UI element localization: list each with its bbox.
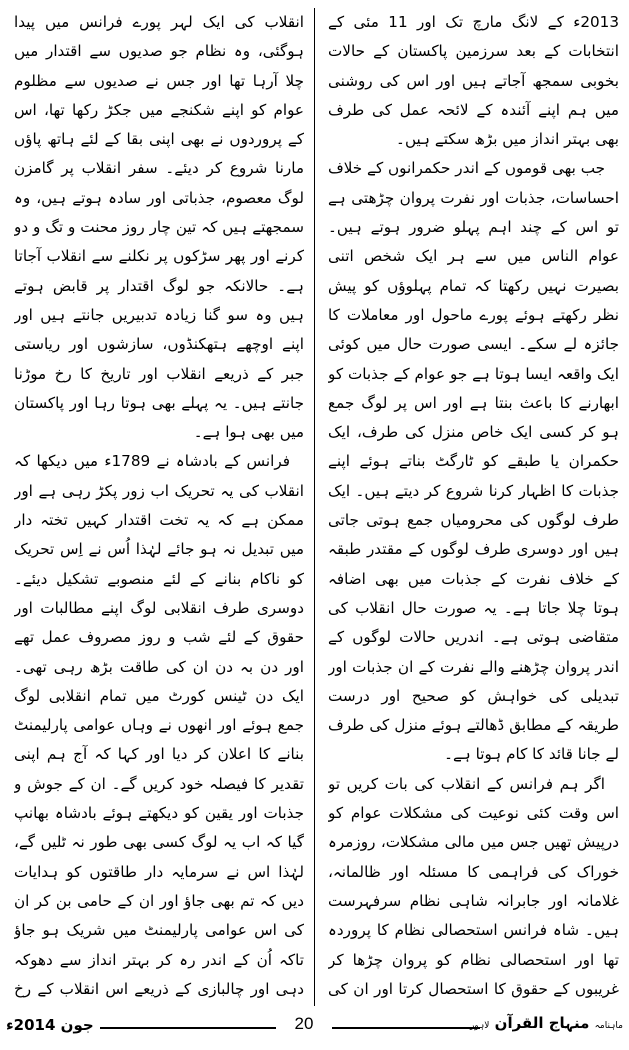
magazine-city: لاہور	[470, 1021, 490, 1031]
page-number: 20	[294, 1014, 314, 1033]
footer-rule-left	[100, 1027, 276, 1029]
footer-rule-right	[332, 1027, 480, 1029]
paragraph: انقلاب کی ایک لہر پورے فرانس میں پیدا ہوگئی، وہ نظام جو صدیوں سے اقتدار میں چلا آرہا تھا اور جس نے صدیوں سے مظلوم عوام کو اپنے شکنجے میں جکڑ رکھا تھا، اس کے پروردوں نے بھی اپنی بقا کے لئے ہاتھ پاؤں مارنا شروع کر دیئے۔ سفر انقلاب پر گامزن لوگ معصوم، جذباتی اور سادہ ہوتے ہیں، وہ سمجھتے ہیں کہ تین چار روز محنت و تگ و دو کرنے اور پھر سڑکوں پر نکلنے سے انقلاب آجاتا ہے۔ حالانکہ جو لوگ اقتدار پر قابض ہوتے ہیں وہ سو گنا زیادہ تدبیریں جانتے ہیں اور اپنے اوچھے ہتھکنڈوں، سازشوں اور ریاستی جبر کے ذریعے انقلاب اور تاریخ کا رخ موڑنا جانتے ہیں۔ یہ پہلے بھی ہوتا رہا اور پاکستان میں بھی ہوا ہے۔	[14, 13, 304, 442]
paragraph: جب بھی قوموں کے اندر حکمرانوں کے خلاف احساسات، جذبات اور نفرت پروان چڑھتی ہے تو اس کے چند اہم پہلو ضرور ہوتے ہیں۔ عوام الناس میں سے ہر ایک شخص اتنی بصیرت نہیں رکھتا کہ تمام پہلوؤں کو پیش نظر رکھتے ہوئے پورے ماحول اور معاملات کا جائزہ لے سکے۔ ایسی صورت حال میں کوئی ایک واقعہ ایسا ہوتا ہے جو عوام کے جذبات کو ابھارنے کا باعث بنتا ہے اور اس پر لوگ جمع ہو کر کسی ایک خاص منزل کی طرف، ایک حکمران یا طبقے کو ٹارگٹ بناتے ہوئے اپنے جذبات کا اظہار کرنا شروع کر دیتے ہیں۔ ایک طرف لوگوں کی محرومیاں جمع ہوتی جاتی ہیں اور دوسری طرف لوگوں کے مقتدر طبقہ کے خلاف نفرت کے جذبات میں بھی اضافہ ہوتا چلا جاتا ہے۔ یہ صورت حال انقلاب کی متقاضی ہوتی ہے۔ اندریں حالات لوگوں کے اندر پروان چڑھنے والے نفرت کے ان جذبات اور تبدیلی کی خواہش کو صحیح اور درست طریقہ کے مطابق ڈھالتے ہوئے منزل کی طرف لے جانا قائد کا کام ہوتا ہے۔	[328, 159, 619, 764]
page-footer	[0, 1012, 629, 1042]
magazine-prefix: ماہنامہ	[594, 1021, 623, 1031]
left-column	[14, 8, 304, 1008]
paragraph: 2013ء کے لانگ مارچ تک اور 11 مئی کے انتخابات کے بعد سرزمین پاکستان کے حالات بخوبی سمجھ آجاتے ہیں اور اس کی روشنی میں ہم اپنے آئندہ کے لائحہ عمل کی طرف بھی بہتر انداز میں بڑھ سکتے ہیں۔	[328, 13, 619, 149]
magazine-title	[470, 1014, 623, 1032]
magazine-name: منہاج القرآن	[494, 1014, 590, 1032]
paragraph: فرانس کے بادشاہ نے 1789ء میں دیکھا کہ انقلاب کی یہ تحریک اب زور پکڑ رہی ہے اور ممکن ہے کہ یہ تخت اقتدار کہیں تختہ دار میں تبدیل نہ ہو جائے لہٰذا اُس نے اِس تحریک کو ناکام بنانے کے لئے منصوبے تشکیل دیئے۔ دوسری طرف انقلابی لوگ اپنے مطالبات اور حقوق کے لئے شب و روز مصروف عمل تھے اور دن بہ دن ان کی طاقت بڑھ رہی تھی۔ ایک دن ٹینس کورٹ میں تمام انقلابی لوگ جمع ہوئے اور انھوں نے وہاں عوامی پارلیمنٹ بنانے کا اعلان کر دیا اور کہا کہ آج ہم اپنی تقدیر کا فیصلہ خود کریں گے۔ ان کے جوش و جذبات اور یقین کو دیکھتے ہوئے بادشاہ بھانپ گیا کہ اب یہ لوگ کسی بھی طور نہ ٹلیں گے، لہٰذا اس نے سرمایہ دار طاقتوں کو ہدایات دیں کہ تم بھی جاؤ اور ان کے حامی بن کر ان کی اس عوامی پارلیمنٹ میں شریک ہو جاؤ تاکہ اُن کے اندر رہ کر بہتر انداز سے دھوکہ دہی اور چالبازی کے ذریعے اس انقلاب کے رخ	[14, 452, 304, 998]
paragraph: اگر ہم فرانس کے انقلاب کی بات کریں تو اس وقت کئی نوعیت کی مشکلات عوام کو درپیش تھیں جس میں مالی مشکلات، روزمرہ خوراک کی فراہمی کا مسئلہ اور ظالمانہ، غلامانہ اور جابرانہ شاہی نظام سرفہرست ہیں۔ شاہ فرانس استحصالی نظام کا پروردہ تھا اور استحصالی نظام کو پروان چڑھا کر غریبوں کے حقوق کا استحصال کرتا اور ان کی	[328, 774, 619, 998]
issue-date: جون 2014ء	[6, 1016, 94, 1034]
column-divider	[314, 8, 315, 1006]
right-column	[328, 8, 619, 1008]
